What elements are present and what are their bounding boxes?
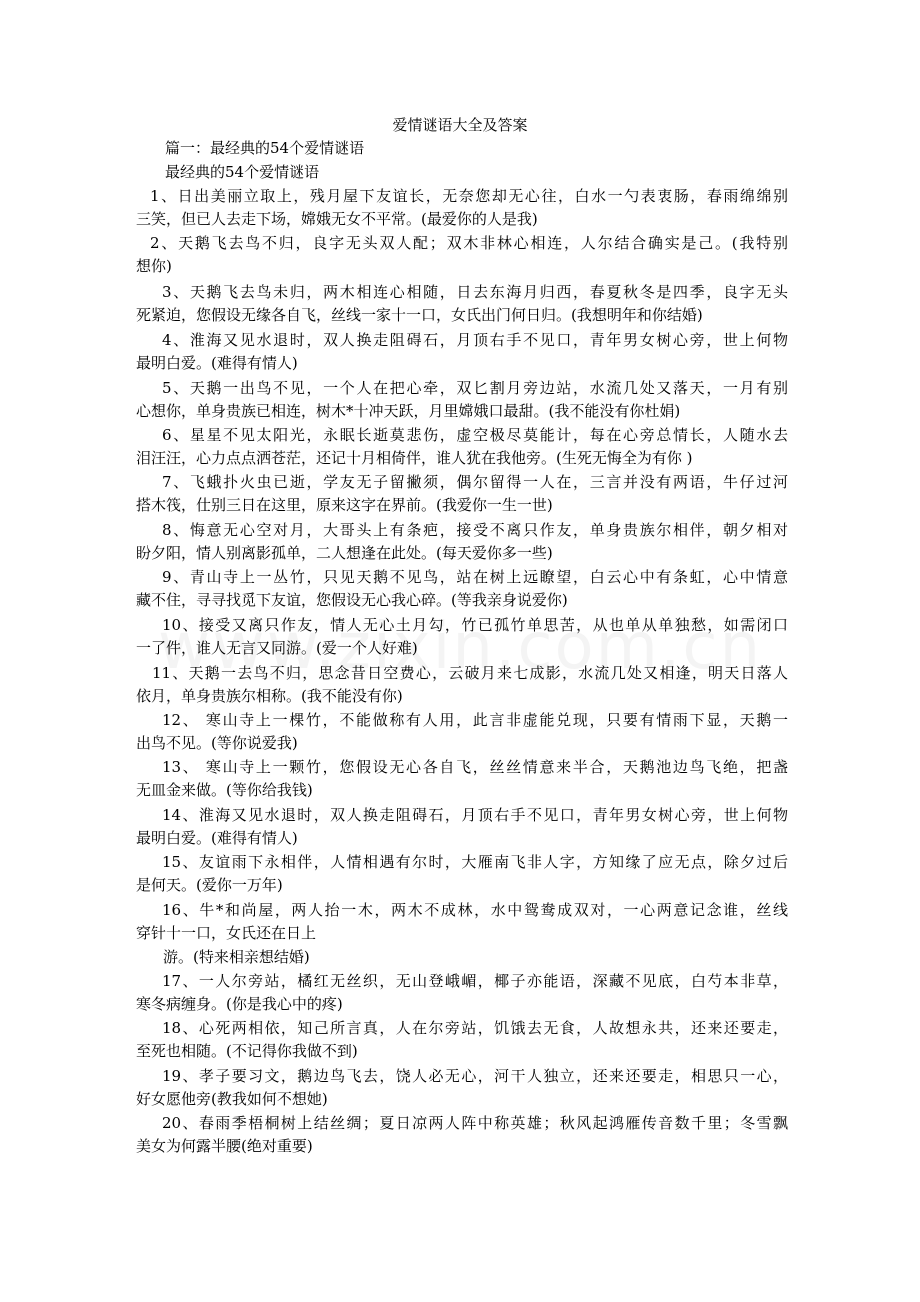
riddle-line: 穿针十一口，女氏还在日上 xyxy=(136,924,317,942)
riddle-line: 10、接受又离只作友，情人无心土月勾，竹已孤竹单思苦，从也单从单独愁，如需闭口 xyxy=(162,616,788,634)
riddle-line: 13、 寒山寺上一颗竹，您假设无心各自飞，丝丝情意来半合，天鹅池边鸟飞绝，把盏 xyxy=(162,758,788,776)
riddle-line: 1、日出美丽立取上，残月屋下友谊长，无奈您却无心往，白水一勺表衷肠，春雨绵绵别 xyxy=(150,187,788,205)
riddle-line: 是何天。(爱你一万年) xyxy=(136,876,283,894)
riddle-line: 无皿金来做。(等你给我钱) xyxy=(136,781,313,799)
riddle-line: 盼夕阳，情人别离影孤单，二人想逢在此处。(每天爱你多一些) xyxy=(136,544,553,562)
riddle-line: 最明白爱。(难得有情人) xyxy=(136,354,298,372)
riddle-line: 16、牛*和尚屋，两人抬一木，两木不成林，水中鸳鸯成双对，一心两意记念谁，丝线 xyxy=(162,901,788,919)
riddle-line: 泪汪汪，心力点点洒苍茫，还记十月相倚伴，谁人犹在我他旁。(生死无悔全为有你 ) xyxy=(136,449,693,467)
riddle-line: 11、天鹅一去鸟不归，思念昔日空费心，云破月来七成影，水流几处又相逢，明天日落人 xyxy=(152,664,788,682)
riddle-line: 19、孝子要习文，鹅边鸟飞去，饶人必无心，河干人独立，还来还要走，相思只一心， xyxy=(162,1067,788,1085)
riddle-line: 心想你，单身贵族已相连，树木*十冲天跃，月里嫦娥口最甜。(我不能没有你杜娟) xyxy=(136,402,681,420)
riddle-line: 18、心死两相依，知己所言真，人在尔旁站，饥饿去无食，人故想永共，还来还要走， xyxy=(162,1019,788,1037)
riddle-line: 5、天鹅一出鸟不见，一个人在把心牵，双匕割月旁边站，水流几处又落天，一月有别 xyxy=(162,379,788,397)
riddle-line: 出鸟不见。(等你说爱我) xyxy=(136,734,298,752)
riddle-line: 依月，单身贵族尔相称。(我不能没有你) xyxy=(136,687,403,705)
riddle-line: 美女为何露半腰(绝对重要) xyxy=(136,1137,313,1155)
riddle-line: 12、 寒山寺上一棵竹，不能做称有人用，此言非虚能兑现，只要有情雨下显，天鹅一 xyxy=(162,711,788,729)
section-heading: 篇一：最经典的54个爱情谜语 xyxy=(165,139,365,157)
riddle-line: 至死也相随。(不记得你我做不到) xyxy=(136,1042,358,1060)
document-title: 爱情谜语大全及答案 xyxy=(392,116,528,134)
riddle-line: 好女愿他旁(教我如何不想她) xyxy=(136,1090,328,1108)
riddle-line: 游。(特来相亲想结婚) xyxy=(163,948,310,966)
riddle-line: 3、天鹅飞去鸟未归，两木相连心相随，日去东海月归西，春夏秋冬是四季，良字无头 xyxy=(162,283,788,301)
riddle-line: 搭木筏，仕别三日在这里，原来这字在界前。(我爱你一生一世) xyxy=(136,496,553,514)
riddle-line: 2、天鹅飞去鸟不归，良字无头双人配；双木非林心相连，人尔结合确实是己。(我特别 xyxy=(150,234,788,252)
riddle-line: 8、悔意无心空对月，大哥头上有条疤，接受不离只作友，单身贵族尔相伴，朝夕相对 xyxy=(162,521,788,539)
riddle-line: 14、淮海又见水退时，双人换走阻碍石，月顶右手不见口，青年男女树心旁，世上何物 xyxy=(162,806,788,824)
riddle-line: 一了件，谁人无言又同游。(爱一个人好难) xyxy=(136,639,418,657)
riddle-line: 20、春雨季梧桐树上结丝绸；夏日凉两人阵中称英雄；秋风起鸿雁传音数千里；冬雪飘 xyxy=(162,1114,788,1132)
riddle-line: 15、友谊雨下永相伴，人情相遇有尔时，大雁南飞非人字，方知缘了应无点，除夕过后 xyxy=(162,853,788,871)
riddle-line: 寒冬病缠身。(你是我心中的疼) xyxy=(136,995,343,1013)
riddle-line: 三笑，但已人去走下场，嫦娥无女不平常。(最爱你的人是我) xyxy=(136,210,538,228)
list-heading: 最经典的54个爱情谜语 xyxy=(165,163,320,181)
riddle-line: 最明白爱。(难得有情人) xyxy=(136,829,298,847)
riddle-line: 7、飞蛾扑火虫已逝，学友无子留撇须，偶尔留得一人在，三言并没有两语，牛仔过河 xyxy=(162,473,788,491)
riddle-line: 藏不住，寻寻找觅下友谊，您假设无心我心碎。(等我亲身说爱你) xyxy=(136,591,568,609)
riddle-line: 17、一人尔旁站，橘红无丝织，无山登峨嵋，椰子亦能语，深藏不见底，白芍本非草， xyxy=(162,972,788,990)
riddle-line: 想你) xyxy=(136,257,172,275)
riddle-line: 9、青山寺上一丛竹，只见天鹅不见鸟，站在树上远瞭望，白云心中有条虹，心中情意 xyxy=(162,568,788,586)
riddle-line: 死紧迫，您假设无缘各自飞，丝线一家十一口，女氏出门何日归。(我想明年和你结婚) xyxy=(136,306,703,324)
riddle-line: 6、星星不见太阳光，永眠长逝莫悲伤，虚空极尽莫能计，每在心旁总情长，人随水去 xyxy=(162,426,788,444)
riddle-line: 4、淮海又见水退时，双人换走阻碍石，月顶右手不见口，青年男女树心旁，世上何物 xyxy=(162,331,788,349)
